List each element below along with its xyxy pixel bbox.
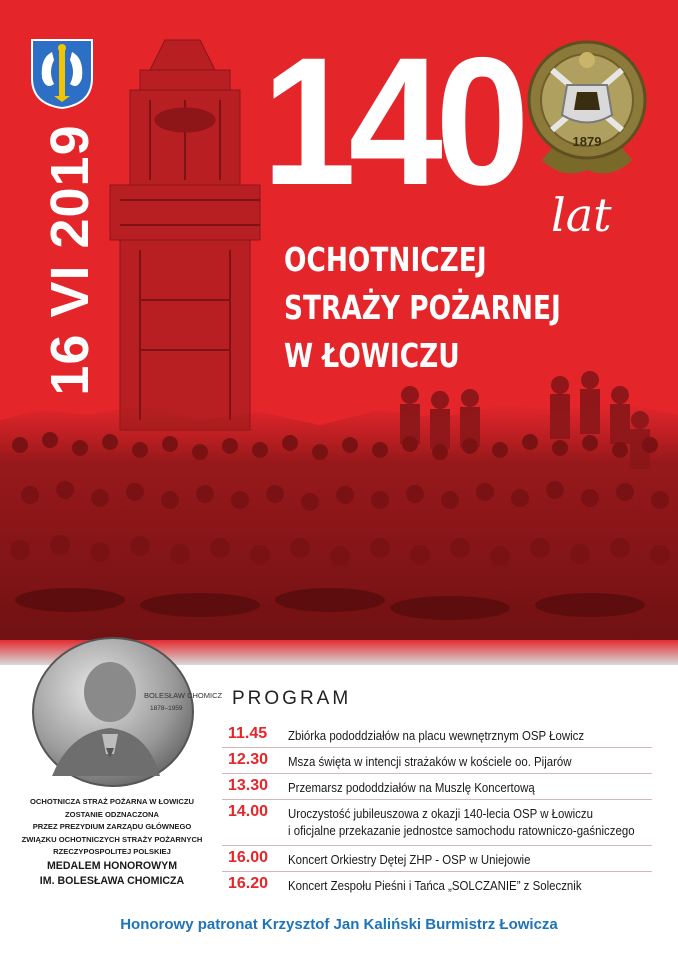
program-description: Koncert Orkiestry Dętej ZHP - OSP w Uniejowie xyxy=(288,852,531,867)
program-description: Koncert Zespołu Pieśni i Tańca „SOLCZANIE” z Solecznik xyxy=(288,878,582,893)
honor-line-3: PRZEZ PREZYDIUM ZARZĄDU GŁÓWNEGO xyxy=(32,822,192,831)
program-time: 11.45 xyxy=(228,725,268,742)
honor-medal-line-1: MEDALEM HONOROWYM xyxy=(46,859,178,872)
honorary-patronage: Honorowy patronat Krzysztof Jan Kaliński Burmistrz Łowicza xyxy=(120,916,558,933)
badge-year: 1879 xyxy=(572,134,602,149)
honor-line-2: ZOSTANIE ODZNACZONA xyxy=(65,809,159,819)
program-description: Zbiórka pododdziałów na placu wewnętrznym OSP Łowicz xyxy=(288,728,585,743)
anniversary-word: lat xyxy=(551,188,612,242)
program-item xyxy=(222,872,652,898)
program-description: Uroczystość jubileuszowa z okazji 140-lecia OSP w Łowiczu i oficjalne przekazanie jednostce samochodu ratowniczo-gaśniczego xyxy=(288,806,635,838)
event-date: 16 VI 2019 xyxy=(40,124,100,396)
lowicz-coat-of-arms-icon xyxy=(30,38,94,110)
fire-brigade-badge-icon xyxy=(522,30,652,186)
title-line-2: STRAŻY POŻARNEJ xyxy=(284,288,561,327)
program-time: 16.20 xyxy=(228,875,269,892)
program-time: 12.30 xyxy=(228,751,269,768)
program-item xyxy=(222,722,652,748)
program-description: Przemarsz pododdziałów na Muszlę Koncertową xyxy=(288,780,535,795)
honor-notice xyxy=(12,796,212,889)
bolesław-chomicz-medal-icon xyxy=(30,636,223,788)
program-item xyxy=(222,748,652,774)
program-item xyxy=(222,846,652,872)
program-item xyxy=(222,774,652,800)
title-line-1: OCHOTNICZEJ xyxy=(284,240,487,279)
program-description: Msza święta w intencji strażaków w kościele oo. Pijarów xyxy=(288,754,572,769)
honor-medal-line-2: IM. BOLESŁAWA CHOMICZA xyxy=(39,874,185,887)
title-line-3: W ŁOWICZU xyxy=(284,336,460,375)
program-time: 14.00 xyxy=(228,803,269,820)
program-time: 13.30 xyxy=(228,777,269,794)
program-item xyxy=(222,800,652,846)
anniversary-number: 140 xyxy=(262,19,523,223)
medal-years: 1878–1959 xyxy=(150,705,183,712)
program-list xyxy=(222,722,652,898)
honor-line-4: ZWIĄZKU OCHOTNICZYCH STRAŻY POŻARNYCH xyxy=(21,834,203,844)
watch-tower xyxy=(110,40,260,430)
medal-name: BOLESŁAW CHOMICZ xyxy=(144,691,223,700)
honor-line-5: RZECZYPOSPOLITEJ POLSKIEJ xyxy=(53,847,171,856)
program-title: PROGRAM xyxy=(232,688,352,709)
honor-line-1: OCHOTNICZA STRAŻ POŻARNA W ŁOWICZU xyxy=(30,797,194,806)
program-time: 16.00 xyxy=(228,849,269,866)
